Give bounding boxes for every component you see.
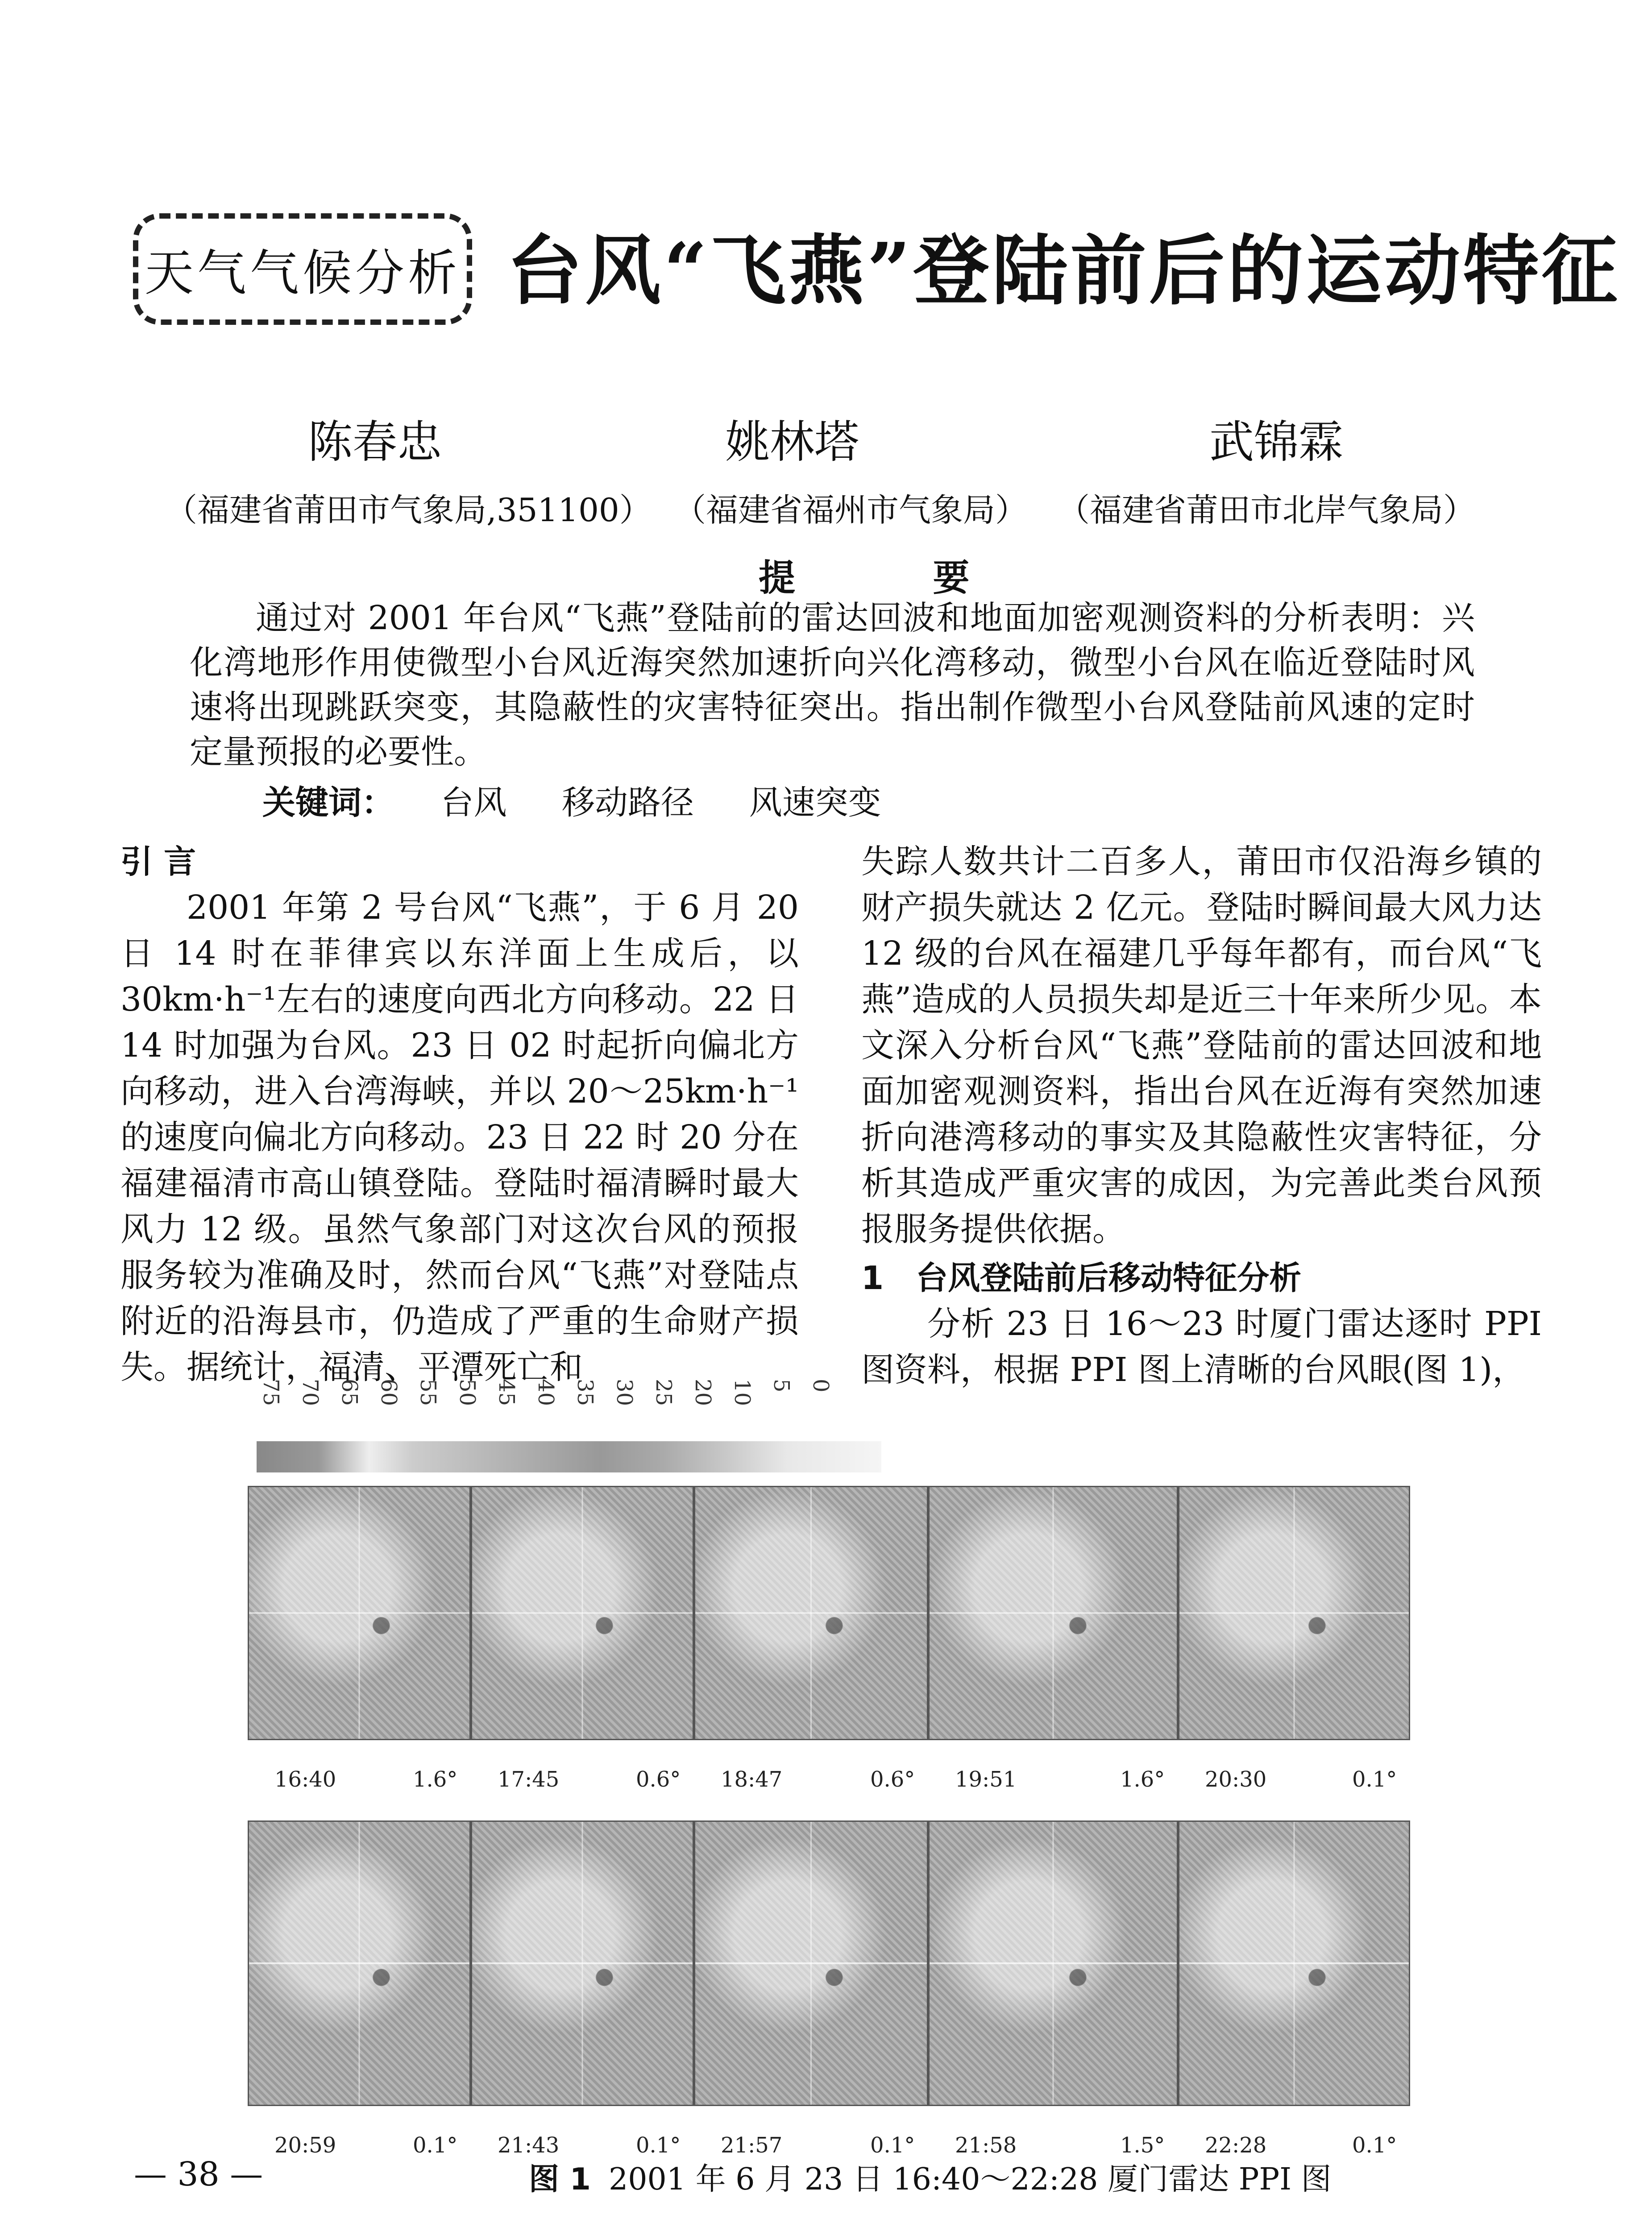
author-name: 姚林塔 <box>725 416 859 468</box>
intro-paragraph: 2001 年第 2 号台风“飞燕”，于 6 月 20 日 14 时在菲律宾以东洋面上生成后，以 30km·h⁻¹左右的速度向西北方向移动。22 日 14 时加强为台风。23 日 02 时起折向偏北方向移动，进入台湾海峡，并以 20～25km·h⁻¹的速度向偏北方向移动。23 日 22 时 20 分在福建福清市高山镇登陆。登陆时福清瞬时最大风力 12 级。虽然气象部门对这次台风的预报服务较为准确及时，然而台风“飞燕”对登陆点附近的沿海县市，仍造成了严重的生命财产损失。据统计，福清、平潭死亡和 <box>120 888 799 1386</box>
author-affiliation: （福建省福州市气象局） <box>674 491 1028 529</box>
page-number: — 38 — <box>134 2155 263 2194</box>
colorbar-tick-label: 25 <box>651 1379 676 1406</box>
keyword: 台风 <box>440 784 507 822</box>
panel-time-label: 20:59 <box>274 2133 336 2158</box>
keyword: 风速突变 <box>749 784 881 822</box>
panel-elevation-label: 1.6° <box>1120 1767 1165 1792</box>
body-paragraph: 分析 23 日 16～23 时厦门雷达逐时 PPI 图资料，根据 PPI 图上清晰的台风眼(图 1)， <box>861 1305 1542 1389</box>
author-affiliation: （福建省莆田市气象局,351100） <box>165 491 652 529</box>
panel-time-label: 22:28 <box>1205 2133 1267 2158</box>
colorbar-tick-label: 20 <box>690 1379 715 1406</box>
panel-time-label: 18:47 <box>721 1767 783 1792</box>
figure-caption-text: 2001 年 6 月 23 日 16:40～22:28 厦门雷达 PPI 图 <box>609 2162 1332 2197</box>
panel-elevation-label: 1.6° <box>413 1767 458 1792</box>
colorbar-tick-label: 0 <box>808 1379 833 1393</box>
radar-ppi-panel <box>471 1820 694 2106</box>
author-name: 武锦霖 <box>1209 416 1343 468</box>
panel-elevation-label: 0.6° <box>636 1767 681 1792</box>
panel-time-label: 21:57 <box>721 2133 783 2158</box>
colorbar-tick-label: 10 <box>730 1379 755 1406</box>
panel-time-label: 21:43 <box>498 2133 560 2158</box>
radar-ppi-panel <box>471 1486 694 1740</box>
figure-label: 图 1 <box>529 2162 591 2197</box>
radar-ppi-panel <box>1178 1486 1410 1740</box>
colorbar-tick-labels <box>257 1379 881 1441</box>
colorbar-tick-label: 35 <box>573 1379 598 1406</box>
colorbar-tick-label: 45 <box>494 1379 519 1406</box>
figure-caption <box>529 2155 1332 2198</box>
abstract-text: 通过对 2001 年台风“飞燕”登陆前的雷达回波和地面加密观测资料的分析表明：兴化湾地形作用使微型小台风近海突然加速折向兴化湾移动，微型小台风在临近登陆时风速将出现跳跃突变，其隐蔽性的灾害特征突出。指出制作微型小台风登陆前风速的定时定量预报的必要性。 <box>190 599 1475 771</box>
panel-elevation-label: 0.1° <box>636 2133 681 2158</box>
colorbar-tick-label: 65 <box>337 1379 362 1406</box>
radar-ppi-panel <box>928 1486 1178 1740</box>
colorbar-tick-label: 75 <box>258 1379 283 1406</box>
panel-elevation-label: 0.1° <box>870 2133 915 2158</box>
radar-colorbar <box>257 1441 881 1472</box>
right-column <box>861 839 1542 1393</box>
colorbar-tick-label: 5 <box>769 1379 794 1393</box>
section-heading-intro: 引 言 <box>120 843 196 880</box>
panel-time-label: 16:40 <box>274 1767 336 1792</box>
body-paragraph: 失踪人数共计二百多人，莆田市仅沿海乡镇的财产损失就达 2 亿元。登陆时瞬间最大风力达 12 级的台风在福建几乎每年都有，而台风“飞燕”造成的人员损失却是近三十年来所少见。本文深入分析台风“飞燕”登陆前的雷达回波和地面加密观测资料，指出台风在近海有突然加速折向港湾移动的事实及其隐蔽性灾害特征，分析其造成严重灾害的成因，为完善此类台风预报服务提供依据。 <box>861 842 1542 1248</box>
author-name: 陈春忠 <box>308 416 442 468</box>
keywords <box>262 776 926 824</box>
keywords-label: 关键词： <box>262 784 394 822</box>
colorbar-tick-label: 30 <box>612 1379 637 1406</box>
panel-elevation-label: 0.6° <box>870 1767 915 1792</box>
panel-time-label: 20:30 <box>1205 1767 1267 1792</box>
keyword: 移动路径 <box>562 784 694 822</box>
radar-ppi-panel <box>1178 1820 1410 2106</box>
colorbar-tick-label: 70 <box>298 1379 323 1406</box>
section-heading-1: 1 台风登陆前后移动特征分析 <box>861 1259 1302 1297</box>
left-column <box>120 839 799 1390</box>
colorbar-tick-label: 50 <box>455 1379 480 1406</box>
radar-ppi-panel <box>248 1486 471 1740</box>
author-affiliation: （福建省莆田市北岸气象局） <box>1058 491 1476 529</box>
radar-ppi-panel <box>694 1820 928 2106</box>
colorbar-tick-label: 40 <box>533 1379 558 1406</box>
radar-ppi-panel <box>248 1820 471 2106</box>
panel-time-label: 17:45 <box>498 1767 560 1792</box>
article-title: 台风“飞燕”登陆前后的运动特征 <box>506 226 1620 315</box>
panel-elevation-label: 0.1° <box>1352 2133 1397 2158</box>
panel-elevation-label: 1.5° <box>1120 2133 1165 2158</box>
panel-time-label: 19:51 <box>955 1767 1017 1792</box>
abstract-heading: 提 要 <box>759 556 1032 599</box>
radar-ppi-panel <box>694 1486 928 1740</box>
colorbar-tick-label: 60 <box>376 1379 401 1406</box>
radar-ppi-panel <box>928 1820 1178 2106</box>
colorbar-tick-label: 55 <box>415 1379 440 1406</box>
column-tag: 天气气候分析 <box>133 213 472 325</box>
panel-time-label: 21:58 <box>955 2133 1017 2158</box>
panel-elevation-label: 0.1° <box>413 2133 458 2158</box>
panel-elevation-label: 0.1° <box>1352 1767 1397 1792</box>
